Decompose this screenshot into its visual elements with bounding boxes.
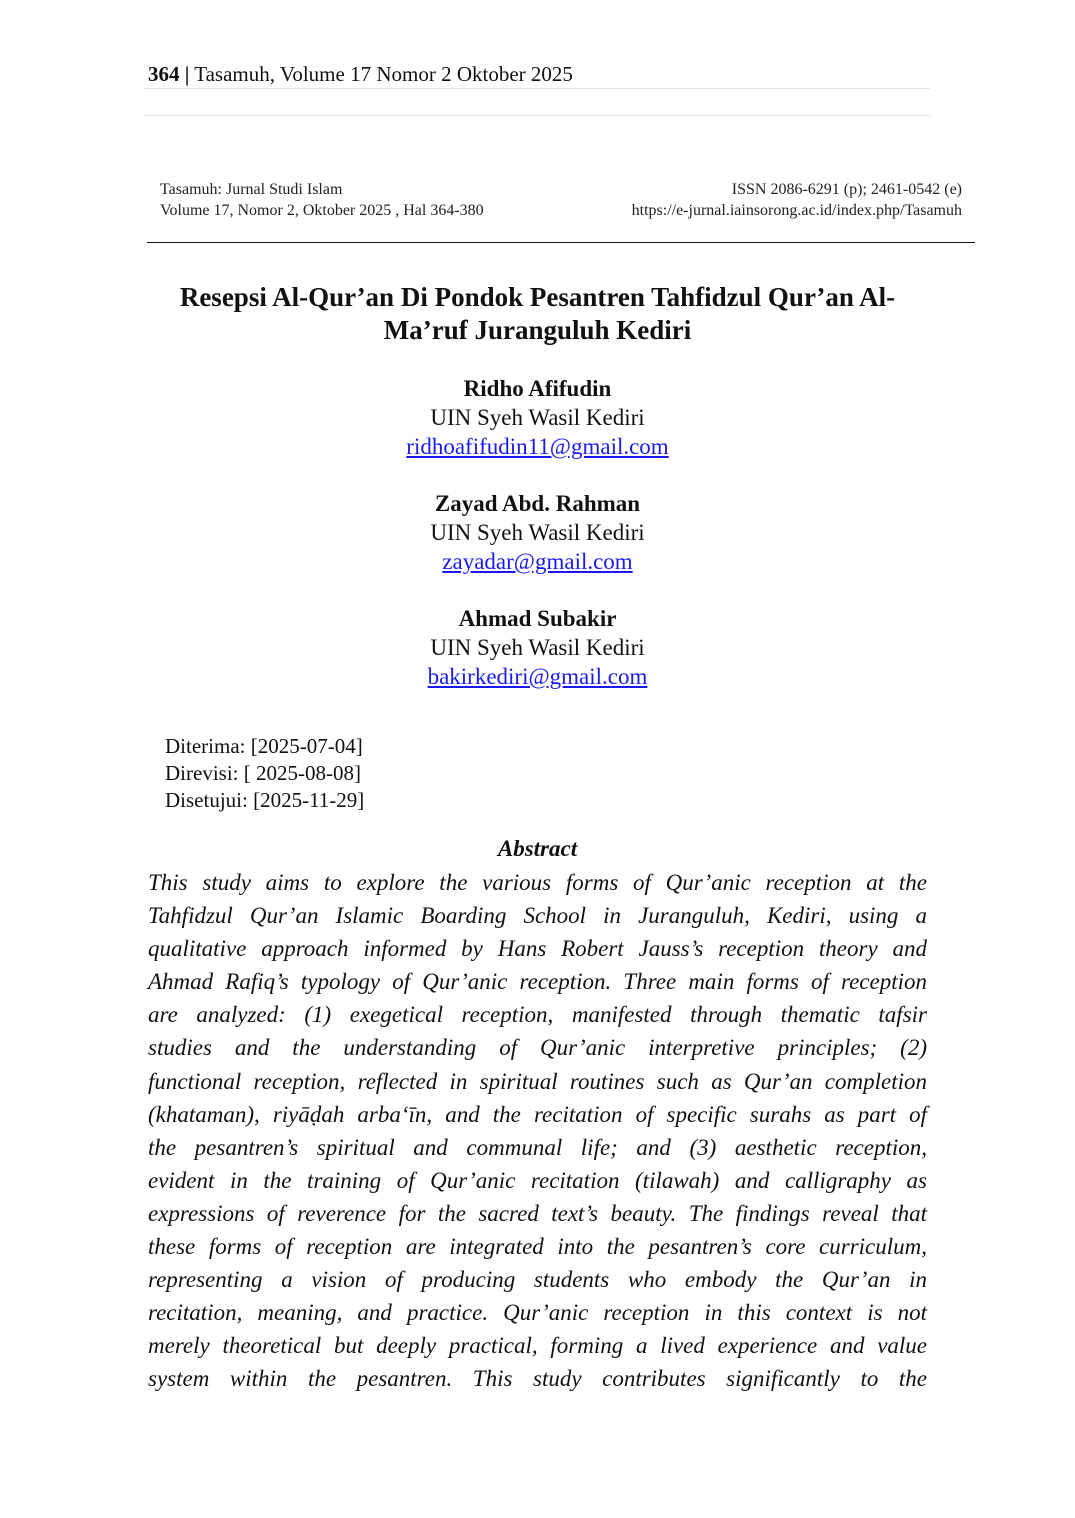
abstract-line: the pesantren’s spiritual and communal life; and (3) aesthetic reception, [148,1134,927,1160]
author-affiliation: UIN Syeh Wasil Kediri [430,635,645,660]
page-number: 364 [148,62,180,86]
author-block-2 [300,489,775,576]
author-block-1 [300,374,775,461]
abstract-line: system within the pesantren. This study contributes significantly to the [148,1366,927,1392]
author-name: Ahmad Subakir [458,606,617,631]
submission-dates [165,733,364,814]
abstract-line: merely theoretical but deeply practical, forming a lived experience and value [148,1333,927,1359]
author-affiliation: UIN Syeh Wasil Kediri [430,520,645,545]
abstract-line: Tahfidzul Qur’an Islamic Boarding School in Juranguluh, Kediri, using a [148,903,927,929]
abstract-line: Ahmad Rafiq’s typology of Qur’anic reception. Three main forms of reception [148,969,927,995]
abstract-line: are analyzed: (1) exegetical reception, manifested through thematic tafsir [148,1002,927,1028]
running-head [148,60,573,88]
title-line-1: Resepsi Al-Qur’an Di Pondok Pesantren Tahfidzul Qur’an Al- [179,282,896,312]
abstract-line: representing a vision of producing students who embody the Qur’an in [148,1267,927,1293]
abstract-line: evident in the training of Qur’anic recitation (tilawah) and calligraphy as [148,1167,927,1193]
date-received: Diterima: [2025-07-04] [165,734,363,758]
abstract-line: functional reception, reflected in spiritual routines such as Qur’an completion [148,1068,927,1094]
date-accepted: Disetujui: [2025-11-29] [165,788,365,812]
abstract-heading: Abstract [497,836,578,861]
running-head-rule-top [144,88,930,89]
author-block-3 [300,604,775,691]
author-affiliation: UIN Syeh Wasil Kediri [430,405,645,430]
abstract-line: studies and the understanding of Qur’anic interpretive principles; (2) [148,1035,927,1061]
journal-info-rule [147,242,975,243]
abstract-line: these forms of reception are integrated into the pesantren’s core curriculum, [148,1234,927,1260]
date-revised: Direvisi: [ 2025-08-08] [165,761,361,785]
abstract-line: (khataman), riyāḍah arba‘īn, and the recitation of specific surahs as part of [148,1101,927,1127]
journal-info-row-2 [160,200,962,221]
title-line-2: Ma’ruf Juranguluh Kediri [383,315,692,345]
abstract-line: This study aims to explore the various forms of Qur’anic reception at the [148,870,927,895]
running-head-separator: | [184,62,190,86]
abstract-line: qualitative approach informed by Hans Robert Jauss’s reception theory and [148,936,927,962]
abstract-line: recitation, meaning, and practice. Qur’anic reception in this context is not [148,1300,927,1326]
author-name: Zayad Abd. Rahman [434,491,641,516]
abstract-line: expressions of reverence for the sacred text’s beauty. The findings reveal that [148,1200,927,1226]
journal-issn: ISSN 2086-6291 (p); 2461-0542 (e) [731,181,962,198]
abstract-body [148,866,927,1396]
journal-info-row-1 [160,179,962,200]
journal-url[interactable]: https://e-jurnal.iainsorong.ac.id/index.php/Tasamuh [631,202,962,219]
author-email-link[interactable]: ridhoafifudin11@gmail.com [406,434,669,459]
article-title [140,281,935,347]
author-name: Ridho Afifudin [463,376,612,401]
running-head-text: Tasamuh, Volume 17 Nomor 2 Oktober 2025 [194,62,573,86]
journal-name: Tasamuh: Jurnal Studi Islam [160,181,343,198]
running-head-rule-bottom [144,115,930,116]
author-email-link[interactable]: zayadar@gmail.com [442,549,633,574]
author-email-link[interactable]: bakirkediri@gmail.com [427,664,648,689]
journal-info [160,179,962,221]
journal-volume: Volume 17, Nomor 2, Oktober 2025 , Hal 364-380 [160,202,484,219]
